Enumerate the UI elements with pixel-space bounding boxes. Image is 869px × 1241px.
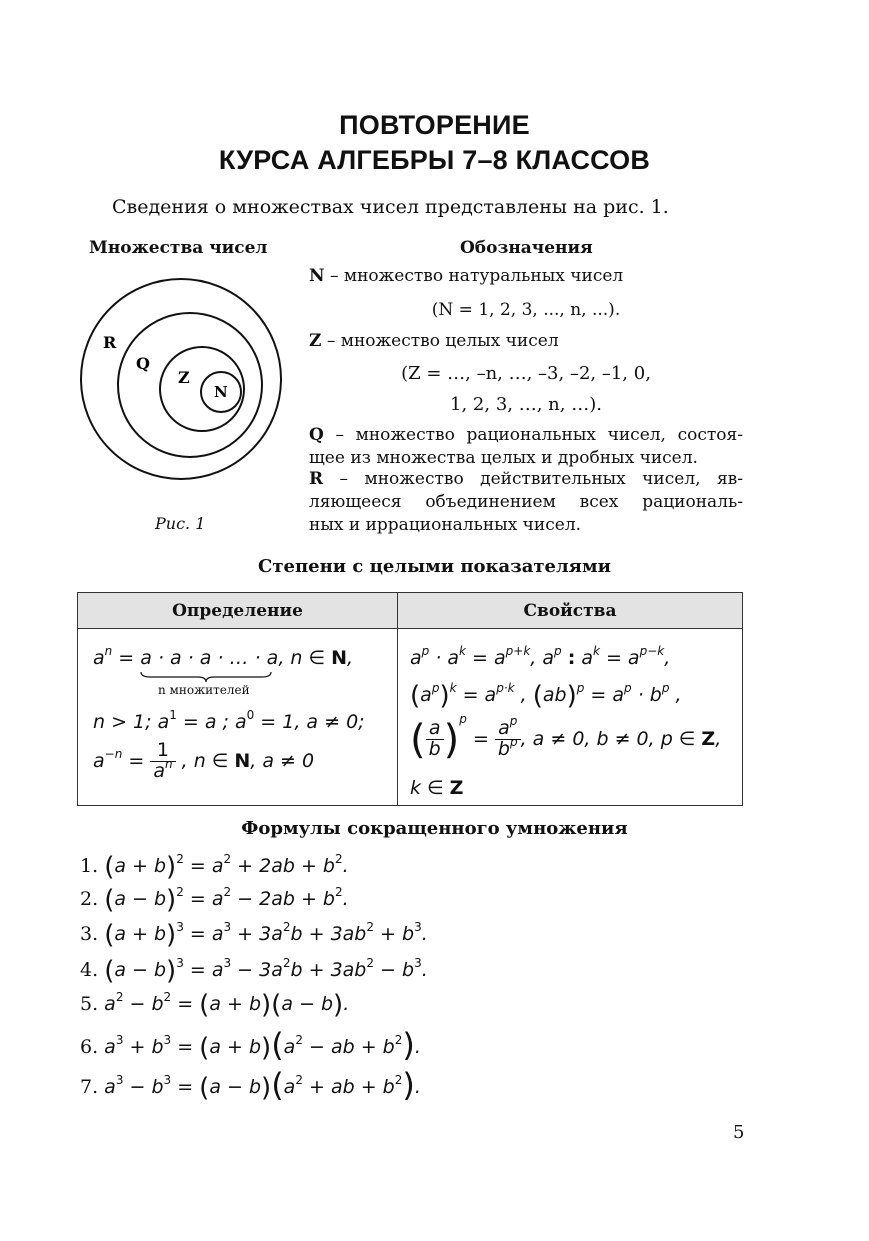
def-formula-1: $a^n = a \cdot a \cdot a$ · … · a , n ∈ N, — [93, 647, 353, 669]
symbol-q: Q — [309, 425, 324, 445]
powers-table — [77, 592, 743, 806]
def-formula-2: n > 1; $a^1 = a$ ; $a^0 = 1$, a ≠ 0; — [93, 708, 365, 733]
page-title-line2: КУРСА АЛГЕБРЫ 7–8 КЛАССОВ — [218, 145, 651, 175]
fraction-1-over-an: $\frac{1}{a^n}$ — [150, 741, 175, 782]
label-z: Z — [178, 368, 190, 387]
formula-3: 3. $(a + b)^3 = a^3 + 3a^2b + 3ab^2 + b^3$. — [80, 920, 428, 950]
figure-heading: Множества чисел — [89, 238, 268, 258]
label-q: Q — [136, 354, 150, 373]
notation-n-line — [309, 265, 743, 288]
brace-label: n множителей — [158, 683, 250, 697]
properties-cell — [398, 629, 743, 806]
formula-6: 6. $a^3 + b^3 = (a + b)(a^2$ − ab + $b^2$). — [80, 1026, 421, 1064]
col-properties: Свойства — [398, 593, 743, 629]
product-braced: a · a · a · … · a — [140, 647, 278, 669]
notation-r-line1 — [309, 468, 743, 491]
formula-7: 7. $a^3 - b^3 = (a - b)(a^2$ + ab + $b^2$). — [80, 1066, 421, 1104]
symbol-n: N — [309, 266, 325, 286]
notation-q-text-1: – множество рациональных чисел, состоя- — [323, 425, 743, 445]
label-n: N — [214, 383, 228, 401]
formula-5: 5. $a^2 - b^2 = (a + b)(a - b)$. — [80, 990, 350, 1020]
formulas-heading: Формулы сокращенного умножения — [241, 818, 628, 839]
page-title-line1: ПОВТОРЕНИЕ — [339, 110, 530, 140]
notation-z-line — [309, 330, 743, 353]
prop-formula-4: k ∈ Z — [410, 777, 464, 799]
label-r: R — [103, 333, 117, 352]
formula-2: 2. $(a - b)^2 = a^2 - 2ab + b^2$. — [80, 885, 349, 915]
underbrace — [140, 671, 272, 683]
notation-r-line2: ляющееся объединением всех рациональ- — [309, 492, 743, 512]
notation-heading: Обозначения — [460, 238, 593, 258]
fraction-ap-over-bp: $\frac{a^p}{b^p}$ — [495, 719, 521, 760]
formula-4: 4. $(a - b)^3 = a^3 - 3a^2b + 3ab^2 - b^3$. — [80, 956, 428, 986]
prop-formula-2: $(a^p)^k = a^{p\cdot k}$ , $(ab)^p = a^p \cdot b^p$ , — [410, 681, 682, 711]
prop-formula-3: ( $\frac{a}{b}$ )$^p$ = $\frac{a^p}{b^p}$ , a ≠ 0, b ≠ 0, p ∈ Z, — [410, 712, 722, 763]
notation-r-line3: ных и иррациональных чисел. — [309, 515, 582, 535]
notation-n-set: (N = 1, 2, 3, ..., n, ...). — [431, 300, 621, 320]
symbol-r: R — [309, 469, 324, 489]
formula-1: 1. $(a + b)^2 = a^2 + 2ab + b^2$. — [80, 852, 349, 882]
col-definition: Определение — [78, 593, 398, 629]
intro-text: Сведения о множествах чисел представлены на рис. 1. — [112, 196, 669, 218]
definition-cell — [78, 629, 398, 806]
notation-q-line1 — [309, 424, 743, 447]
notation-n-text: – множество натуральных чисел — [324, 266, 624, 286]
symbol-z: Z — [309, 331, 322, 351]
notation-z-text: – множество целых чисел — [321, 331, 559, 351]
figure-caption: Рис. 1 — [155, 514, 206, 533]
prop-formula-1: $a^p \cdot a^k = a^{p+k}$, $a^p$ : $a^k = a^{p-k}$, — [410, 644, 671, 669]
notation-q-line2: щее из множества целых и дробных чисел. — [309, 448, 698, 468]
page-number: 5 — [733, 1122, 745, 1143]
notation-z-set-2: 1, 2, 3, …, n, …). — [450, 394, 602, 415]
notation-r-text-1: – множество действительных чисел, яв- — [323, 469, 743, 489]
powers-heading: Степени с целыми показателями — [258, 556, 611, 577]
def-formula-3: $a^{-n}$ = $\frac{1}{a^n}$ , n ∈ N, a ≠ 0 — [93, 739, 315, 782]
number-sets-diagram — [78, 276, 284, 482]
notation-z-set-1: (Z = …, –n, …, –3, –2, –1, 0, — [401, 363, 651, 384]
